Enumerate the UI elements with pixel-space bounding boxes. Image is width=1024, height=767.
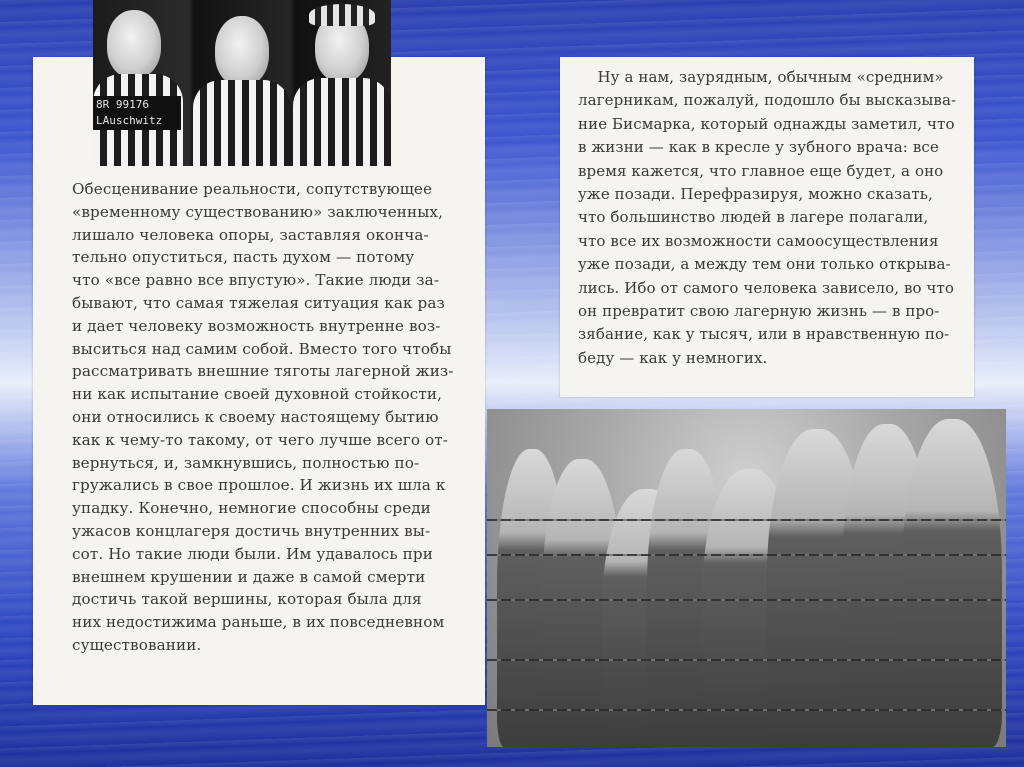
children-portrait-photo [93, 0, 391, 166]
right-paragraph: Ну а нам, заурядным, обычным «средним» лагерникам, пожалуй, подошло бы высказыва- ние Бисмарка, который однажды заметил, что в жизни — как в кресле у зубного врача: все время кажется, что главное еще будет, а оно уже позади. Перефразируя, можно сказать, что большинство людей в лагере полагали, что все их возможности самоосуществления уже позади, а между тем они только открыва- лись. Ибо от самого человека зависело, во что он превратит свою лагерную жизнь — в про- зябание, как у тысяч, или в нравственную по- беду — как у немногих. [578, 68, 957, 367]
plate-camp-name: LAuschwitz [96, 114, 163, 127]
left-paragraph: Обесценивание реальности, сопутствующее «временному существованию» заключенных, лишало человека опоры, заставляя оконча- тельно опуститься, пасть духом — потому что «все равно все впустую». Такие люди за- бывают, что самая тяжелая ситуация как раз и дает человеку возможность внутренне воз- выситься над самим собой. Вместо того чтобы рассматривать внешние тяготы лагерной жиз- ни как испытание своей духовной стойкости, они относились к своему настоящему бытию как к чему-то такому, от чего лучше всего от- вернуться, и, замкнувшись, полностью по- гружались в свое прошлое. И жизнь их шла к упадку. Конечно, немногие способны среди ужасов концлагеря достичь внутренних вы- сот. Но такие люди были. Им удавалось при внешнем крушении и даже в самой смерти достичь такой вершины, которая была для них недостижима раньше, в их повседневном существовании. [72, 180, 454, 654]
child-profile-figure [93, 0, 189, 166]
child-cap-figure [293, 0, 391, 166]
plate-number: 8R 99176 [96, 98, 149, 111]
child-front-figure [193, 0, 291, 166]
prisoner-number-plate [93, 96, 181, 130]
children-behind-barbed-wire-photo [487, 409, 1006, 747]
